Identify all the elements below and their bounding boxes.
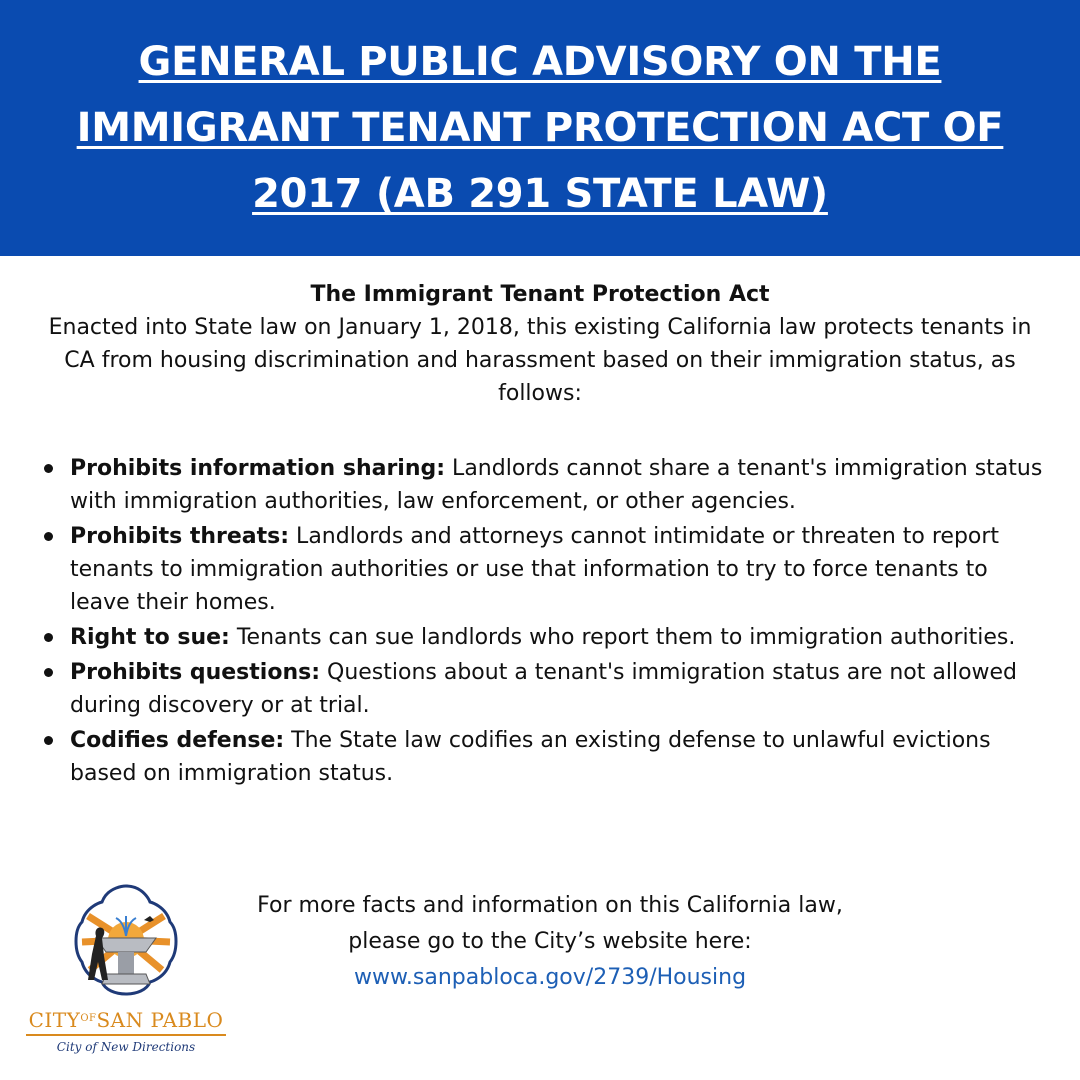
bullet-icon [44,532,53,541]
bullet-term: Prohibits questions: [70,660,321,685]
advisory-title: GENERAL PUBLIC ADVISORY ON THE IMMIGRANT TENANT PROTECTION ACT OF 2017 (AB 291 STATE LAW) [76,39,1004,217]
list-item [44,656,1044,722]
bullet-text: Landlords and attorneys cannot intimidate or threaten to report tenants to immigration authorities or use that information to try to force tenants to leave their homes. [70,524,1000,615]
protections-list [44,452,1044,792]
bullet-term: Prohibits threats: [70,524,290,549]
list-item [44,520,1044,619]
bullet-term: Codifies defense: [70,728,285,753]
bullet-icon [44,736,53,745]
bullet-icon [44,668,53,677]
bullet-icon [44,464,53,473]
city-prefix: CITY [28,1008,81,1032]
footer-info [200,888,900,996]
intro-heading: The Immigrant Tenant Protection Act [310,282,770,307]
bullet-text: Tenants can sue landlords who report them to immigration authorities. [229,625,1016,650]
footer-line-2: please go to the City’s website here: [348,929,752,954]
bullet-icon [44,633,53,642]
list-item [44,452,1044,518]
footer-line-1: For more facts and information on this California law, [257,893,843,918]
intro-body: Enacted into State law on January 1, 2018, this existing California law protects tenants in CA from housing discrimination and harassment based on their immigration status, as follows: [48,315,1032,406]
bullet-text: The State law codifies an existing defense to unlawful evictions based on immigration status. [70,728,991,786]
bullet-text: Landlords cannot share a tenant's immigration status with immigration authorities, law enforcement, or other agencies. [70,456,1043,514]
city-wordmark [26,1008,226,1036]
list-item [44,724,1044,790]
advisory-banner [0,0,1080,256]
bullet-term: Right to sue: [70,625,230,650]
bullet-text: Questions about a tenant's immigration status are not allowed during discovery or at trial. [70,660,1018,718]
intro-section [40,278,1040,410]
bullet-term: Prohibits information sharing: [70,456,446,481]
city-name: SAN PABLO [96,1008,224,1032]
list-item [44,621,1044,654]
website-link[interactable]: www.sanpabloca.gov/2739/Housing [353,965,747,990]
city-tagline: City of New Directions [56,1040,196,1054]
fountain-emblem-icon [66,880,186,1005]
city-of: OF [80,1013,97,1024]
city-logo [26,880,226,1060]
